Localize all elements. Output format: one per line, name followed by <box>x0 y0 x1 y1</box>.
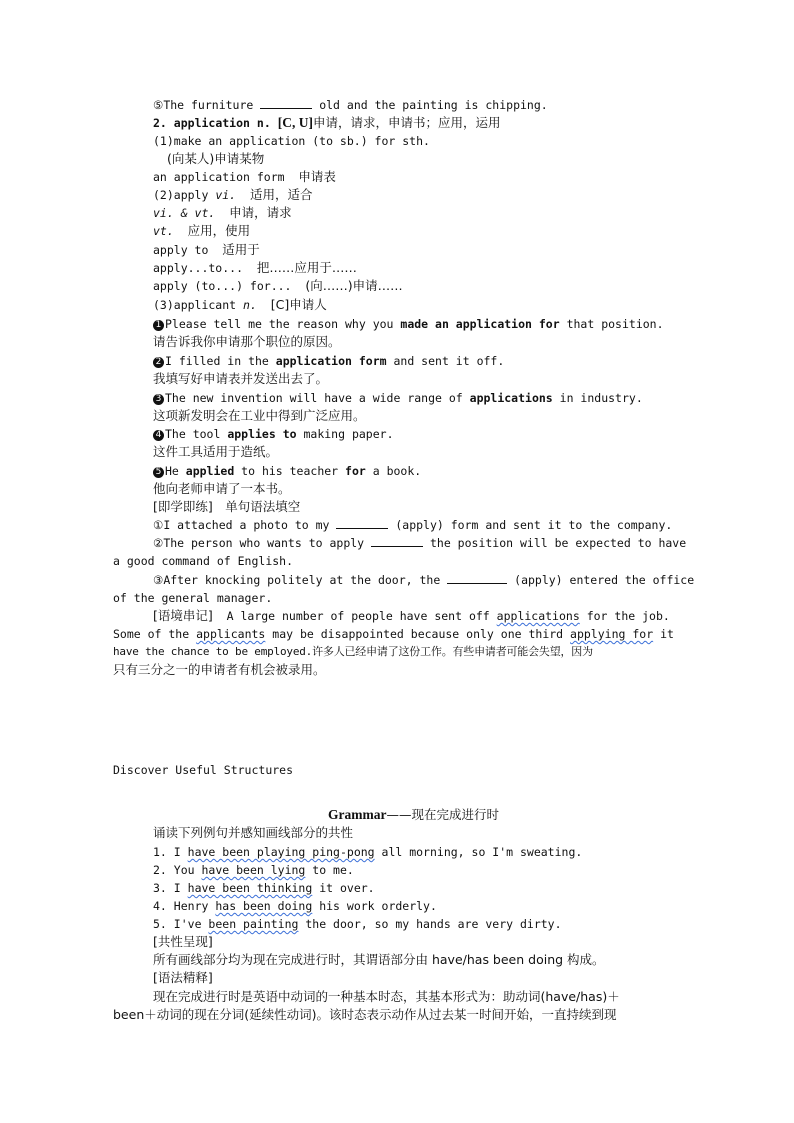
example-translation: 这项新发明会在工业中得到广泛应用。 <box>153 408 366 423</box>
practice-question-2: ②The person who wants to apply the position will be expected to have <box>153 536 687 550</box>
grammar-example: 4. Henry has been doing his work orderly. <box>153 899 437 913</box>
explanation-label: [语法精释] <box>153 970 213 985</box>
common-label: [共性呈现] <box>153 934 213 949</box>
example-translation: 他向老师申请了一本书。 <box>153 481 291 496</box>
practice-question-3-cont: of the general manager. <box>113 591 273 605</box>
example-sentence: 3 The new invention will have a wide range of applications in industry. <box>153 389 643 407</box>
context-line: [语境串记] A large number of people have sent off applications for the job. <box>153 608 670 623</box>
practice-question-3: ③After knocking politely at the door, the (apply) entered the office <box>153 573 695 587</box>
context-line: Some of the applicants may be disappointed because only one third applying for it <box>113 627 674 641</box>
usage-line: (2)apply vi. 适用，适合 <box>153 187 313 202</box>
exercise-5: ⑤The furniture old and the painting is chipping. <box>153 98 548 112</box>
example-translation: 我填写好申请表并发送出去了。 <box>153 371 329 386</box>
grammar-intro: 诵读下列例句并感知画线部分的共性 <box>153 825 354 840</box>
answer-blank[interactable] <box>371 535 423 547</box>
context-line: have the chance to be employed.许多人已经申请了这份工作。有些申请者可能会失望，因为 <box>113 645 593 658</box>
practice-question-1: ①I attached a photo to my (apply) form and sent it to the company. <box>153 518 673 532</box>
usage-line: (3)applicant n. [C]申请人 <box>153 297 327 312</box>
explanation-text: 现在完成进行时是英语中动词的一种基本时态，其基本形式为：助动词(have/has)＋ <box>153 989 620 1004</box>
usage-line: an application form 申请表 <box>153 169 336 184</box>
practice-title: [即学即练] 单句语法填空 <box>153 499 301 514</box>
answer-blank[interactable] <box>260 97 312 109</box>
answer-blank[interactable] <box>447 572 507 584</box>
context-line: 只有三分之一的申请者有机会被录用。 <box>113 662 326 677</box>
answer-blank[interactable] <box>336 517 388 529</box>
explanation-text: been＋动词的现在分词(延续性动词)。该时态表示动作从过去某一时间开始，一直持续到现 <box>113 1007 617 1022</box>
usage-line: apply...to... 把……应用于…… <box>153 260 357 275</box>
vocab-heading: 2. application n. [C, U]申请，请求，申请书；应用，运用 <box>153 115 501 130</box>
grammar-example: 5. I've been painting the door, so my hands are very dirty. <box>153 917 562 931</box>
usage-line: apply to 适用于 <box>153 242 260 257</box>
usage-line: (1)make an application (to sb.) for sth. <box>153 134 430 148</box>
exercise-number: ⑤ <box>153 98 164 112</box>
example-sentence: 1 Please tell me the reason why you made an application for that position. <box>153 315 664 333</box>
practice-question-2-cont: a good command of English. <box>113 554 294 568</box>
usage-line: vi. & vt. 申请，请求 <box>153 205 292 220</box>
grammar-heading: Grammar——现在完成进行时 <box>328 807 499 822</box>
example-sentence: 2 I filled in the application form and sent it off. <box>153 352 504 370</box>
grammar-example: 2. You have been lying to me. <box>153 863 354 877</box>
vocab-word: application <box>173 116 250 130</box>
example-translation: 请告诉我你申请那个职位的原因。 <box>153 334 341 349</box>
section-title: Discover Useful Structures <box>113 763 294 777</box>
common-text: 所有画线部分均为现在完成进行时，其谓语部分由 have/has been doing 构成。 <box>153 952 605 967</box>
example-sentence: 5 He applied to his teacher for a book. <box>153 462 421 480</box>
grammar-example: 3. I have been thinking it over. <box>153 881 375 895</box>
example-translation: 这件工具适用于造纸。 <box>153 444 279 459</box>
usage-line: apply (to...) for... (向……)申请…… <box>153 278 403 293</box>
example-sentence: 4 The tool applies to making paper. <box>153 425 394 443</box>
grammar-example: 1. I have been playing ping-pong all morning, so I'm sweating. <box>153 845 583 859</box>
usage-line: vt. 应用，使用 <box>153 223 251 238</box>
usage-line: (向某人)申请某物 <box>167 151 265 166</box>
